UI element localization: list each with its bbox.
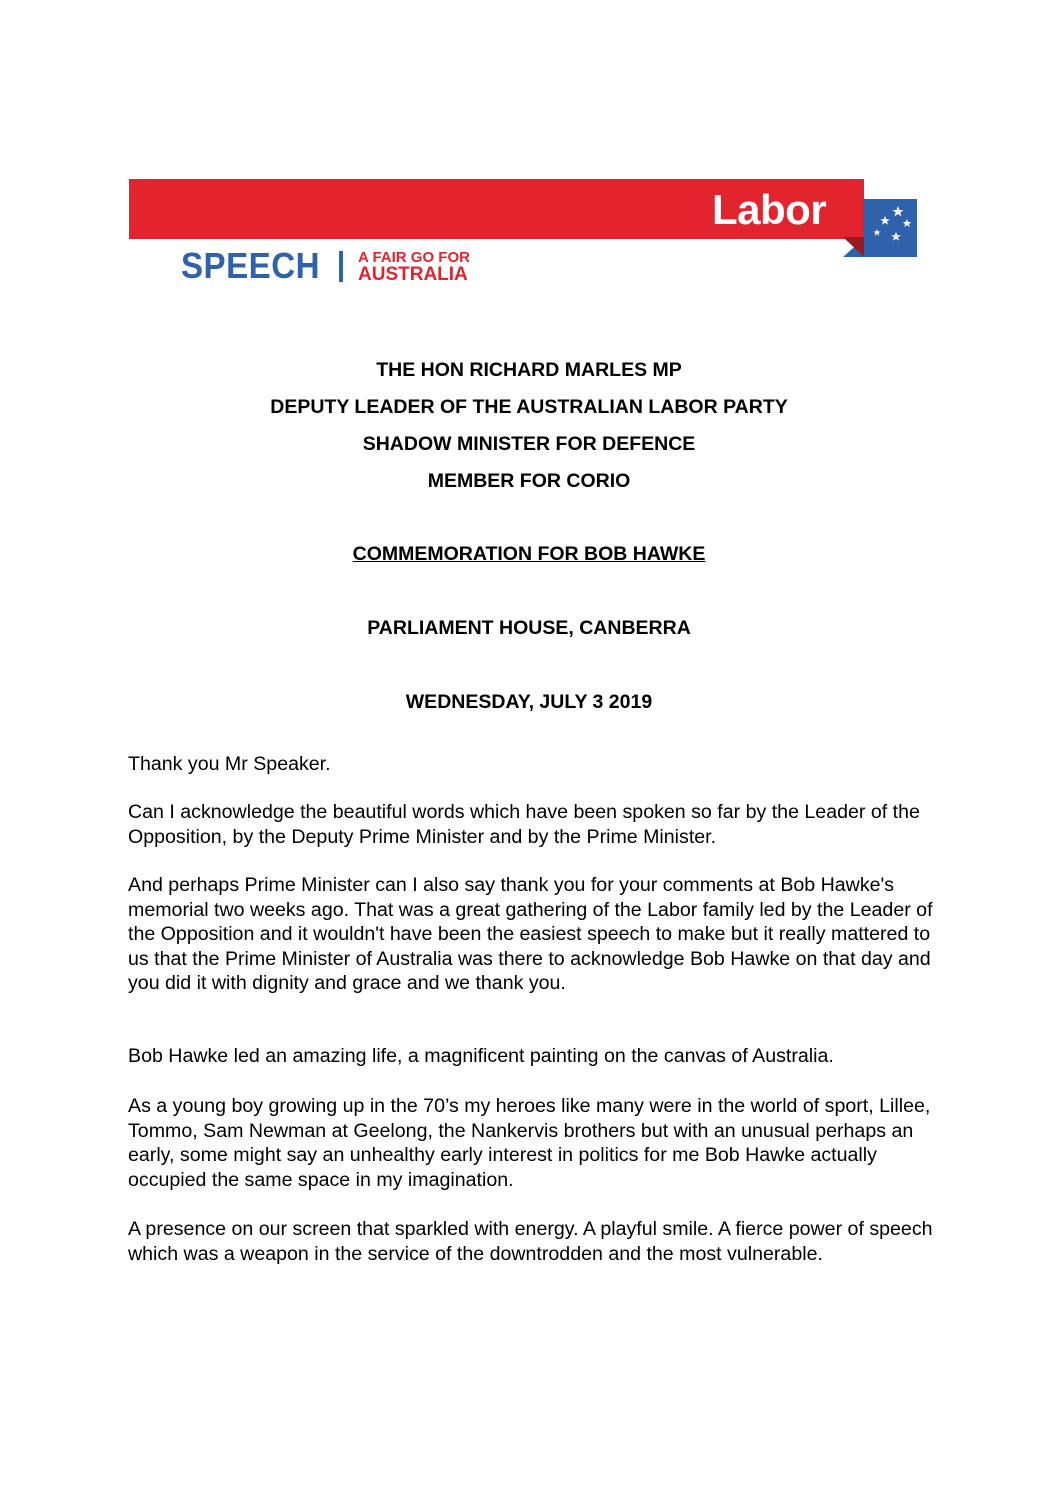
body-paragraph-5: As a young boy growing up in the 70’s my heroes like many were in the world of sport, Lillee, Tommo, Sam Newman at Geelong, the Nankervis brothers but with an unusual perhaps an early, some might say an unhealthy early interest in politics for me Bob Hawke actually occupied the same space in my imagination. (128, 1095, 931, 1191)
body-paragraph-3: And perhaps Prime Minister can I also say thank you for your comments at Bob Hawke's memorial two weeks ago. That was a great gathering of the Labor family led by the Leader of the Opposition and it wouldn't have been the easiest speech to make but it really mattered to us that the Prime Minister of Australia was there to acknowledge Bob Hawke on that day and you did it with dignity and grace and we thank you. (128, 874, 933, 995)
event-title: COMMEMORATION FOR BOB HAWKE (352, 543, 706, 565)
speaker-role-deputy-leader: DEPUTY LEADER OF THE AUSTRALIAN LABOR PARTY (270, 396, 788, 418)
tagline-line2: AUSTRALIA (358, 264, 468, 285)
southern-cross-flag-icon (843, 199, 917, 257)
speech-divider (339, 251, 343, 282)
speaker-name: THE HON RICHARD MARLES MP (376, 359, 682, 381)
labor-logo-text: Labor (712, 186, 827, 233)
body-paragraph-1: Thank you Mr Speaker. (128, 753, 331, 775)
speaker-role-member: MEMBER FOR CORIO (427, 470, 631, 492)
event-date: WEDNESDAY, JULY 3 2019 (405, 691, 653, 713)
event-location: PARLIAMENT HOUSE, CANBERRA (367, 617, 691, 639)
tagline-line1: A FAIR GO FOR (358, 249, 470, 266)
body-paragraph-6: A presence on our screen that sparkled with energy. A playful smile. A fierce power of speech which was a weapon in the service of the downtrodden and the most vulnerable. (128, 1218, 933, 1265)
body-paragraph-4: Bob Hawke led an amazing life, a magnificent painting on the canvas of Australia. (128, 1045, 834, 1067)
speech-label: SPEECH (181, 245, 320, 286)
speaker-role-shadow-minister: SHADOW MINISTER FOR DEFENCE (362, 433, 696, 455)
tagline (358, 250, 470, 284)
body-paragraph-2: Can I acknowledge the beautiful words which have been spoken so far by the Leader of the Opposition, by the Deputy Prime Minister and by the Prime Minister. (128, 801, 920, 848)
